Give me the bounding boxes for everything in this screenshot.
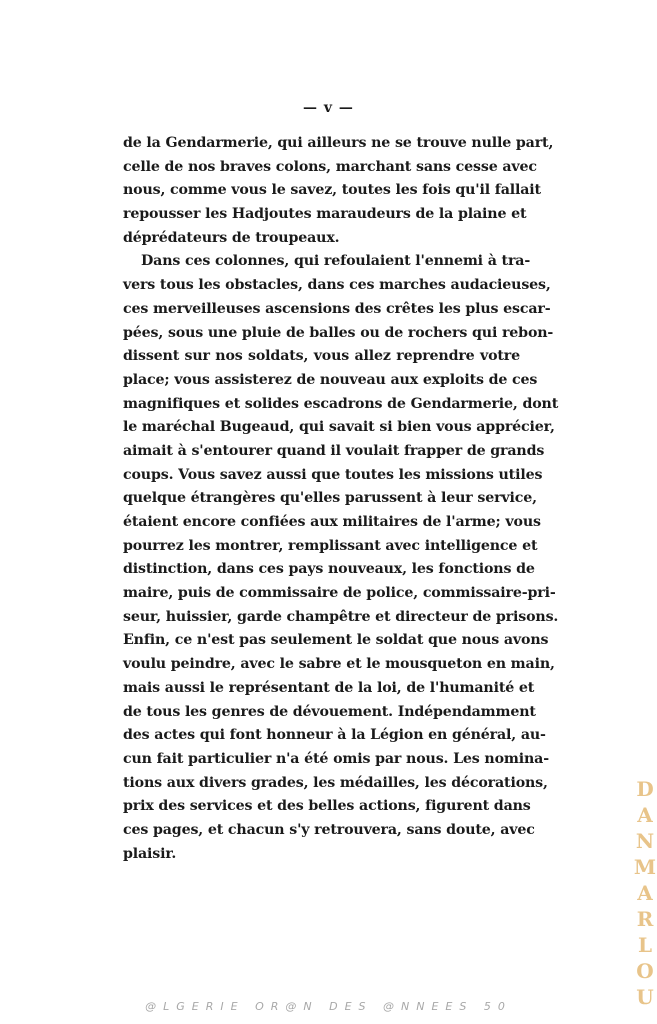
text-line: quelque étrangères qu'elles parussent à leur service, [123, 490, 537, 507]
text-line: mais aussi le représentant de la loi, de l'humanité et [123, 679, 535, 696]
watermark-letter: M [633, 855, 657, 879]
text-line: plaisir. [123, 845, 177, 862]
text-line: de la Gendarmerie, qui ailleurs ne se trouve nulle part, [123, 135, 554, 151]
watermark-letter: O [636, 959, 654, 983]
text-line: déprédateurs de troupeaux. [123, 229, 340, 246]
text-line: étaient encore confiées aux militaires de l'arme; vous [123, 514, 541, 530]
watermark-letter: R [636, 907, 654, 931]
text-line: celle de nos braves colons, marchant sans cesse avec [123, 158, 537, 175]
text-line: aimait à s'entourer quand il voulait frapper de grands [123, 442, 545, 459]
text-line: place; vous assisterez de nouveau aux exploits de ces [123, 371, 538, 388]
text-line: Enfin, ce n'est pas seulement le soldat que nous avons [123, 632, 549, 649]
text-line: le maréchal Bugeaud, qui savait si bien vous apprécier, [123, 419, 555, 436]
text-line: pées, sous une pluie de balles ou de rochers qui rebon- [123, 324, 554, 341]
text-line: cun fait particulier n'a été omis par nous. Les nomina- [123, 750, 549, 767]
text-line: coups. Vous savez aussi que toutes les missions utiles [123, 466, 543, 483]
text-line: distinction, dans ces pays nouveaux, les fonctions de [123, 561, 535, 578]
text-line: dissent sur nos soldats, vous allez reprendre votre [123, 348, 520, 365]
text-line: de tous les genres de dévouement. Indépendamment [123, 703, 536, 720]
watermark-letter: L [637, 933, 653, 957]
body-text [123, 132, 559, 866]
text-line: Dans ces colonnes, qui refoulaient l'ennemi à tra- [141, 253, 531, 270]
text-line: prix des services et des belles actions, figurent dans [123, 798, 531, 815]
footer-credit: @LGERIE OR@N DES @NNEES 50 [145, 1000, 512, 1013]
watermark-letter: U [636, 985, 654, 1009]
text-line: seur, huissier, garde champêtre et directeur de prisons. [123, 608, 559, 625]
text-line: vers tous les obstacles, dans ces marches audacieuses, [123, 277, 551, 294]
watermark-letter: D [636, 777, 654, 801]
watermark-letter: A [637, 881, 653, 905]
watermark-letter: N [635, 829, 655, 853]
text-line: pourrez les montrer, remplissant avec intelligence et [123, 537, 538, 554]
text-line: ces merveilleuses ascensions des crêtes les plus escar- [123, 300, 551, 317]
text-line: voulu peindre, avec le sabre et le mousqueton en main, [123, 656, 555, 673]
text-line: nous, comme vous le savez, toutes les fois qu'il fallait [123, 182, 541, 199]
text-line: magnifiques et solides escadrons de Gendarmerie, dont [123, 395, 559, 412]
text-line: des actes qui font honneur à la Légion en général, au- [123, 727, 546, 744]
text-line: maire, puis de commissaire de police, commissaire-pri- [123, 585, 556, 602]
text-line: tions aux divers grades, les médailles, les décorations, [123, 774, 548, 791]
watermark-vertical [630, 776, 657, 1010]
text-line: repousser les Hadjoutes maraudeurs de la plaine et [123, 206, 527, 223]
watermark-letter: A [637, 803, 653, 827]
page-number: — v — [303, 100, 354, 116]
text-line: ces pages, et chacun s'y retrouvera, sans doute, avec [123, 821, 535, 838]
